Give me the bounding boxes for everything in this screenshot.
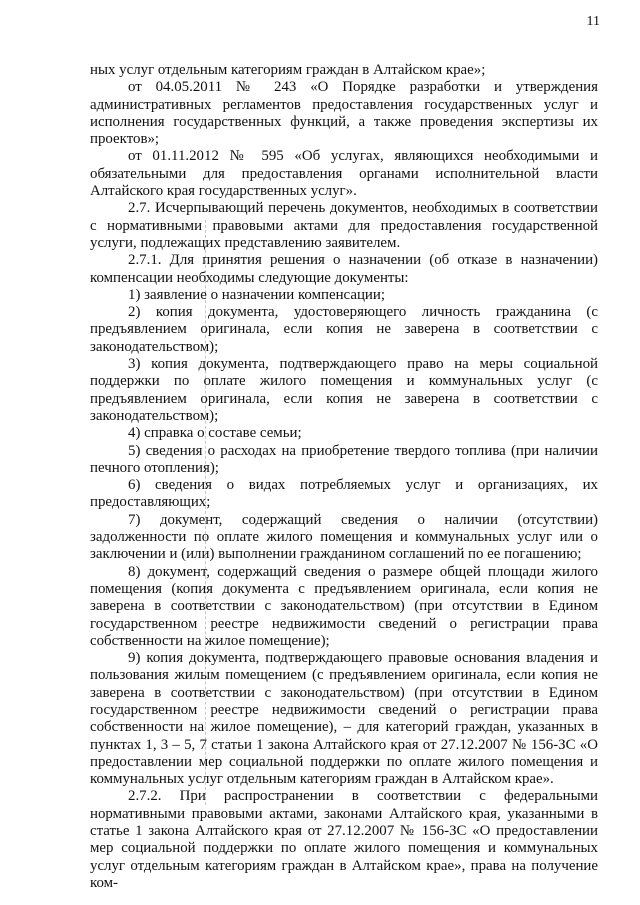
list-item-7: 7) документ, содержащий сведения о наличии (отсутствии) задолженности по оплате жилого помещения и коммунальных услуг или о заключении и (или) выполнении гражданином соглашений по ее погашению;	[90, 511, 598, 563]
list-item-1: 1) заявление о назначении компенсации;	[128, 286, 386, 303]
paragraph-continuation: ных услуг отдельным категориям граждан в Алтайском крае»;	[90, 62, 486, 78]
paragraph-2-7-1: 2.7.1. Для принятия решения о назначении (об отказе в назначении) компенсации необходимы следующие документы:	[90, 252, 598, 286]
list-item-9: 9) копия документа, подтверждающего правовые основания владения и пользования жилым помещением (с предъявлением оригинала, если копия не заверена в соответствии с законодательством) (при отсутствии в Едином государственном реестре недвижимости сведений о регистрации права собственности на жилое помещение), – для категорий граждан, указанных в пунктах 1, 3 – 5, 7 статьи 1 закона Алтайского края от 27.12.2007 № 156-ЗС «О предоставлении мер социальной поддержки по оплате жилого помещения и коммунальных услуг отдельным категориям граждан в Алтайском крае».	[90, 650, 598, 788]
paragraph-2-7-2: 2.7.2. При распространении в соответствии с федеральными нормативными правовыми актами, законами Алтайского края, указанными в статье 1 закона Алтайского края от 27.12.2007 № 156-ЗС «О предоставлении мер социальной поддержки по оплате жилого помещения и коммунальных услуг отдельным категориям граждан в Алтайском крае», права на получение ком-	[90, 788, 598, 891]
list-item-5: 5) сведения о расходах на приобретение твердого топлива (при наличии печного отопления);	[90, 442, 598, 476]
list-item-2: 2) копия документа, удостоверяющего личность гражданина (с предъявлением оригинала, если копия не заверена в соответствии с законодательством);	[90, 304, 598, 355]
list-item-8: 8) документ, содержащий сведения о размере общей площади жилого помещения (копия документа с предъявлением оригинала, если копия не заверена в соответствии с законодательством) (при отсутствии в Едином государственном реестре недвижимости сведений о регистрации права собственности на жилое помещение);	[90, 563, 598, 649]
list-item-3: 3) копия документа, подтверждающего право на меры социальной поддержки по оплате жилого помещения и коммунальных услуг (с предъявлением оригинала, если копия не заверена в соответствии с законодательством);	[90, 356, 598, 424]
list-item-4: 4) справка о составе семьи;	[128, 425, 302, 442]
page-number: 11	[586, 14, 600, 29]
list-item-6: 6) сведения о видах потребляемых услуг и организациях, их предоставляющих;	[90, 477, 598, 511]
paragraph-regulation-243: от 04.05.2011 № 243 «О Порядке разработки и утверждения административных регламентов предоставления государственных услуг и исполнения государственных функций, а также проведения экспертизы их проектов»;	[90, 79, 598, 148]
paragraph-regulation-595: от 01.11.2012 № 595 «Об услугах, являющихся необходимыми и обязательными для предоставления органами исполнительной власти Алтайского края государственных услуг».	[90, 148, 598, 200]
paragraph-2-7: 2.7. Исчерпывающий перечень документов, необходимых в соответствии с нормативными правовыми актами для предоставления государственной услуги, подлежащих представлению заявителем.	[90, 200, 598, 251]
document-body	[90, 62, 598, 892]
